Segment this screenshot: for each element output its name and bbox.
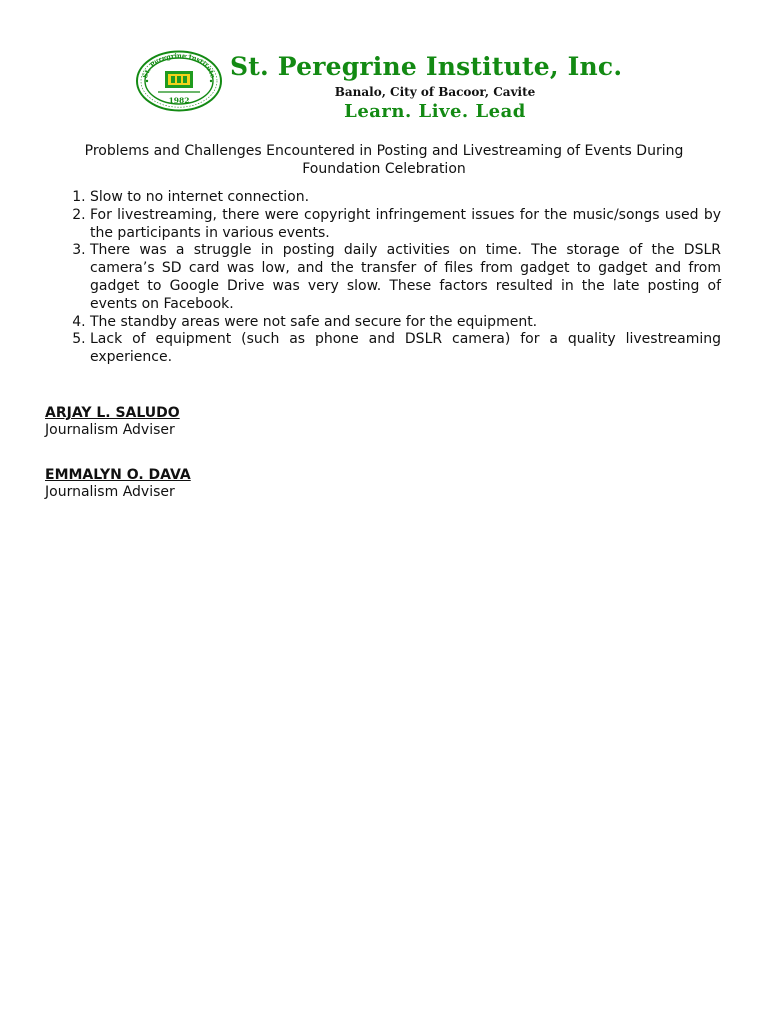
list-item: 4. The standby areas were not safe and secure for the equipment.	[90, 314, 721, 332]
school-seal-logo	[135, 50, 223, 112]
list-item: 3. There was a struggle in posting daily activities on time. The storage of the DSLR camera’s SD card was low, and the transfer of files from gadget to gadget and from gadget to Google Drive was very slow. These factors resulted in the late posting of events on Facebook.	[90, 242, 721, 313]
list-item: 5. Lack of equipment (such as phone and DSLR camera) for a quality livestreaming experience.	[90, 331, 721, 367]
school-address: Banalo, City of Bacoor, Cavite	[334, 85, 536, 99]
document-title: Problems and Challenges Encountered in Posting and Livestreaming of Events During Foundation Celebration	[84, 143, 684, 177]
signatory-block	[45, 467, 445, 501]
signatory-name: ARJAY L. SALUDO	[45, 405, 180, 421]
list-item: 1. Slow to no internet connection.	[90, 189, 721, 207]
signatory-name: EMMALYN O. DAVA	[45, 467, 191, 483]
issues-list	[45, 189, 721, 367]
seal-text: St. Peregrine Institute	[141, 51, 217, 79]
school-name: St. Peregrine Institute, Inc.	[230, 52, 623, 81]
signatory-role: Journalism Adviser	[45, 484, 175, 500]
school-motto: Learn. Live. Lead	[344, 101, 526, 122]
letterhead	[0, 0, 768, 130]
seal-year: 1982	[168, 96, 190, 105]
list-item: 2. For livestreaming, there were copyright infringement issues for the music/songs used by the participants in various events.	[90, 207, 721, 243]
signatory-role: Journalism Adviser	[45, 422, 175, 438]
signatory-block	[45, 405, 445, 439]
